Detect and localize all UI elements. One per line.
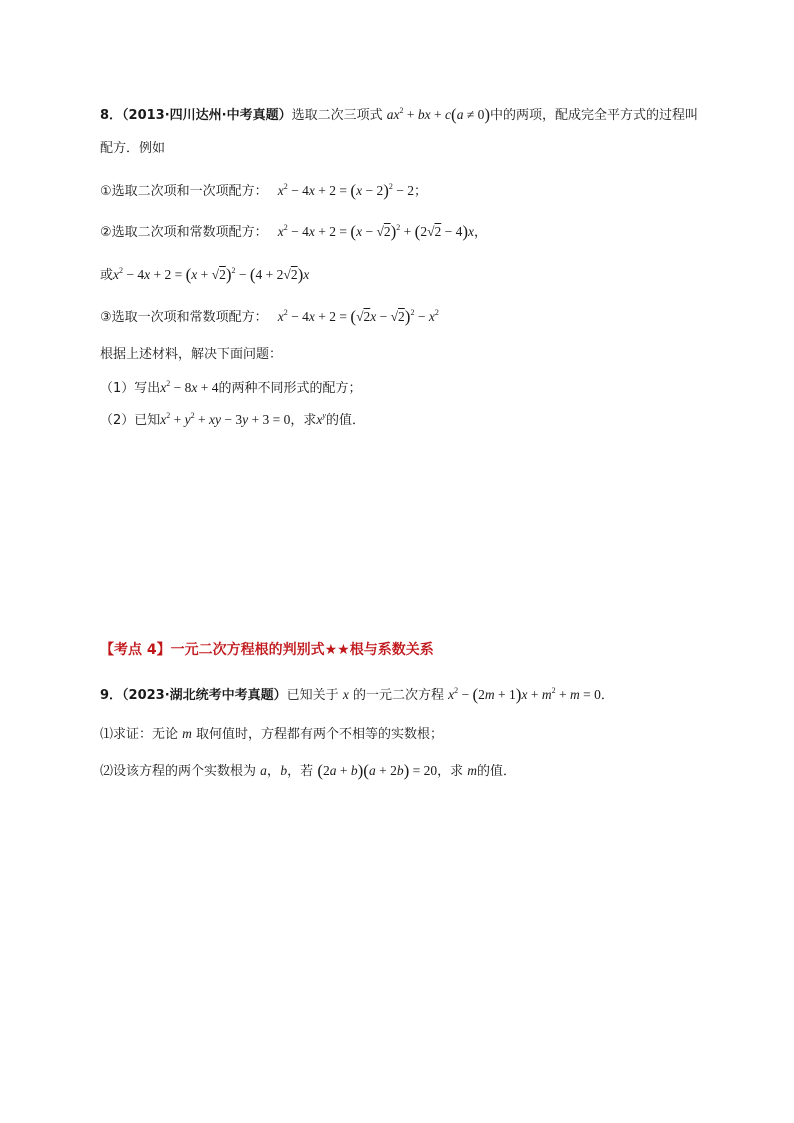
- case-1: ①选取二次项和一次项配方： $x^2 - 4x + 2 = (x - 2)^2 - 2$；: [100, 181, 428, 200]
- question-text: （2）已知: [100, 413, 161, 428]
- condition-formula: (2a + b)(a + 2b) = 20: [317, 761, 438, 780]
- var-m: m: [182, 726, 192, 741]
- case-2: ②选取二次项和常数项配方： $x^2 - 4x + 2 = (x - √2)^2 + (2√2 - 4)x$，: [100, 222, 488, 241]
- var-x: x: [342, 687, 349, 702]
- problem-9-part-2: [100, 761, 516, 782]
- problem-source: （2013·四川达州·中考真题）: [122, 108, 292, 123]
- problem-text: 选取二次三项式: [291, 108, 383, 123]
- section-title: 一元二次方程根的判别式★★根与系数关系: [170, 642, 434, 658]
- part-text: 取何值时，方程都有两个不相等的实数根；: [196, 727, 444, 742]
- case-2-alternative: [100, 265, 309, 286]
- question-1: [100, 378, 362, 399]
- case-3-formula: $x^2 - 4x + 2 = (√2x - √2)^2 - x^2$: [277, 307, 439, 326]
- case-1-formula: $x^2 - 4x + 2 = (x - 2)^2 - 2$: [277, 181, 414, 200]
- case-label: ②选取二次项和常数项配方：: [100, 225, 268, 240]
- problem-number: 9．: [100, 688, 123, 703]
- var-m: m: [467, 763, 478, 778]
- question-text: （1）写出: [100, 381, 161, 396]
- problem-text: 已知关于: [286, 688, 339, 703]
- section-heading: [100, 640, 434, 661]
- prompt-text: 根据上述材料，解决下面问题：: [100, 347, 283, 362]
- case-or: 或: [100, 268, 114, 283]
- part-text: ，若: [287, 764, 314, 779]
- problem-9-part-1: [100, 724, 443, 745]
- quadratic-trinomial-formula: $ax^2$ + bx + c(a ≠ 0): [386, 105, 491, 124]
- problem-text: 中的两项，配成完全平方式的过程叫: [490, 108, 699, 123]
- case-label: ③选取一次项和常数项配方：: [100, 310, 268, 325]
- problem-source: （2023·湖北统考中考真题）: [122, 688, 287, 703]
- q2-target: $x^y$: [316, 411, 326, 427]
- part-text: ，求: [437, 764, 464, 779]
- question-2: [100, 410, 365, 431]
- question-text: 的值．: [325, 413, 365, 428]
- case-2-alt-formula: $x^2 - 4x + 2 = (x + √2)^2 - (4 + 2√2)x$: [113, 265, 310, 284]
- problem-text: 的一元二次方程: [352, 688, 444, 703]
- part-text: ⑵设该方程的两个实数根为: [100, 764, 257, 779]
- question-text: 的两种不同形式的配方；: [218, 381, 362, 396]
- q2-formula: $x^2 + y^2$ + xy − 3y + 3 = 0: [160, 411, 291, 427]
- problem-number: 8．: [100, 108, 123, 123]
- equation: $x^2 - (2m + 1)x + m^2 + m = 0$: [448, 685, 601, 704]
- part-text: ⑴求证：无论: [100, 727, 179, 742]
- problem-9-statement: 9．（2023·湖北统考中考真题）已知关于 x 的一元二次方程 $x^2 - (2m + 1)x + m^2 + m = 0$．: [100, 685, 614, 704]
- part-text: 的值．: [477, 764, 517, 779]
- case-3: [100, 307, 439, 328]
- roots: a，b: [260, 763, 288, 778]
- case-2-formula: $x^2 - 4x + 2 = (x - √2)^2 + (2√2 - 4)x$: [277, 222, 475, 241]
- question-text: ，求: [290, 413, 317, 428]
- q1-formula: $x^2 - 8x + 4$: [160, 379, 219, 395]
- problem-8-statement-continued: 配方．例如: [100, 141, 166, 156]
- case-label: ①选取二次项和一次项配方：: [100, 184, 268, 199]
- problem-8-statement: [100, 105, 698, 126]
- section-tag: 【考点 4】: [100, 642, 171, 658]
